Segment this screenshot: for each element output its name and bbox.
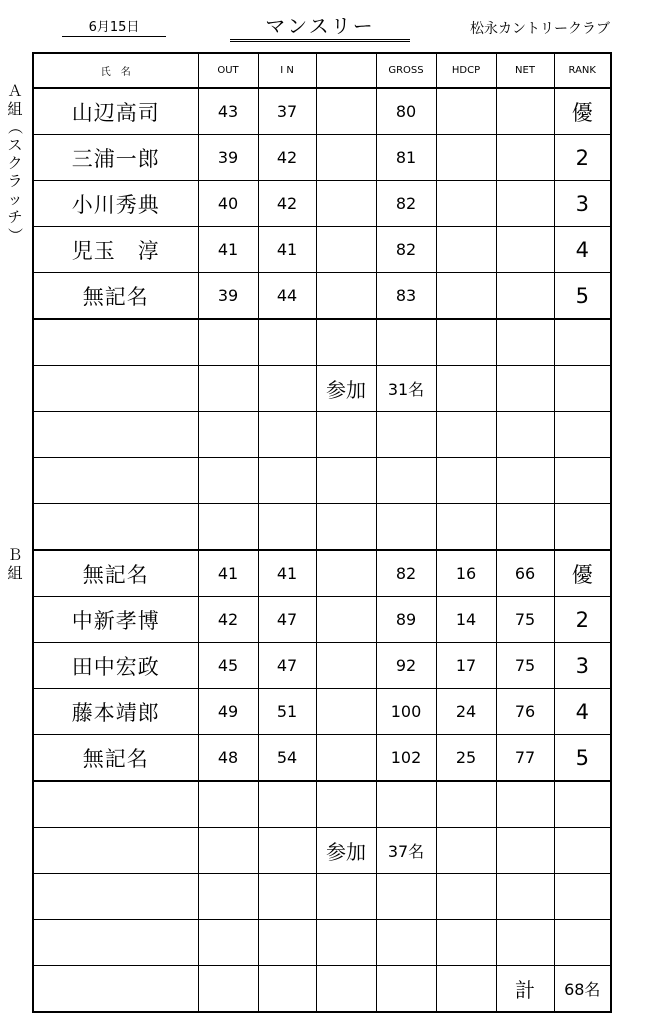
player-name: 中新孝博 [33, 597, 198, 643]
rank-value: 5 [554, 735, 611, 782]
table-row [33, 227, 611, 273]
in-score: 41 [258, 227, 316, 273]
out-score: 42 [198, 597, 258, 643]
hdcp-value: 16 [436, 550, 496, 597]
net-score [496, 181, 554, 227]
participation-row [33, 828, 611, 874]
gross-score: 83 [376, 273, 436, 320]
hdcp-value [436, 181, 496, 227]
empty-row [33, 319, 611, 366]
player-name: 無記名 [33, 735, 198, 782]
blank-cell [316, 135, 376, 181]
page-title: マンスリー [230, 10, 410, 42]
blank-cell [316, 597, 376, 643]
net-score: 66 [496, 550, 554, 597]
hdcp-value: 24 [436, 689, 496, 735]
in-score: 42 [258, 135, 316, 181]
net-score [496, 227, 554, 273]
in-score: 51 [258, 689, 316, 735]
total-count: 68名 [554, 966, 611, 1013]
net-score [496, 88, 554, 135]
in-score: 47 [258, 597, 316, 643]
empty-row [33, 412, 611, 458]
blank-cell [316, 273, 376, 320]
table-row [33, 550, 611, 597]
player-name: 山辺高司 [33, 88, 198, 135]
gross-score: 89 [376, 597, 436, 643]
blank-cell [316, 227, 376, 273]
out-score: 49 [198, 689, 258, 735]
empty-row [33, 781, 611, 828]
player-name: 無記名 [33, 273, 198, 320]
club-name: 松永カントリークラブ [470, 21, 610, 37]
blank-cell [316, 643, 376, 689]
rank-value: 4 [554, 227, 611, 273]
group-a-label: Ａ 組 （ ス ク ラ ッ チ ） [6, 82, 24, 243]
date-label: 6月15日 [62, 16, 166, 37]
col-rank-header: RANK [554, 53, 611, 88]
gross-score: 92 [376, 643, 436, 689]
empty-row [33, 920, 611, 966]
table-row [33, 735, 611, 782]
rank-value: 3 [554, 181, 611, 227]
participation-count: 37名 [376, 828, 436, 874]
in-score: 42 [258, 181, 316, 227]
blank-cell [316, 735, 376, 782]
out-score: 48 [198, 735, 258, 782]
net-score: 75 [496, 597, 554, 643]
out-score: 43 [198, 88, 258, 135]
in-score: 41 [258, 550, 316, 597]
player-name: 無記名 [33, 550, 198, 597]
rank-value: 5 [554, 273, 611, 320]
gross-score: 80 [376, 88, 436, 135]
participation-label: 参加 [316, 828, 376, 874]
header-row [33, 53, 611, 88]
col-out-header: OUT [198, 53, 258, 88]
player-name: 三浦一郎 [33, 135, 198, 181]
rank-value: 3 [554, 643, 611, 689]
table-row [33, 273, 611, 320]
rank-value: 優 [554, 88, 611, 135]
hdcp-value: 25 [436, 735, 496, 782]
in-score: 44 [258, 273, 316, 320]
col-net-header: NET [496, 53, 554, 88]
participation-row [33, 366, 611, 412]
table-row [33, 88, 611, 135]
col-hdcp-header: HDCP [436, 53, 496, 88]
out-score: 39 [198, 273, 258, 320]
empty-row [33, 504, 611, 551]
blank-cell [316, 550, 376, 597]
table-row [33, 135, 611, 181]
net-score: 77 [496, 735, 554, 782]
col-name-header: 氏 名 [33, 53, 198, 88]
out-score: 40 [198, 181, 258, 227]
hdcp-value [436, 273, 496, 320]
participation-label: 参加 [316, 366, 376, 412]
hdcp-value: 14 [436, 597, 496, 643]
blank-cell [316, 181, 376, 227]
group-b-label: Ｂ 組 [7, 546, 23, 582]
participation-count: 31名 [376, 366, 436, 412]
net-score [496, 273, 554, 320]
rank-value: 2 [554, 597, 611, 643]
blank-cell [316, 689, 376, 735]
out-score: 45 [198, 643, 258, 689]
results-table [32, 52, 612, 1013]
in-score: 54 [258, 735, 316, 782]
gross-score: 82 [376, 181, 436, 227]
hdcp-value [436, 227, 496, 273]
player-name: 児玉 淳 [33, 227, 198, 273]
gross-score: 81 [376, 135, 436, 181]
player-name: 藤本靖郎 [33, 689, 198, 735]
out-score: 39 [198, 135, 258, 181]
gross-score: 82 [376, 550, 436, 597]
hdcp-value [436, 135, 496, 181]
total-label: 計 [496, 966, 554, 1013]
table-row [33, 643, 611, 689]
rank-value: 2 [554, 135, 611, 181]
empty-row [33, 458, 611, 504]
table-row [33, 181, 611, 227]
out-score: 41 [198, 550, 258, 597]
table-row [33, 689, 611, 735]
out-score: 41 [198, 227, 258, 273]
in-score: 47 [258, 643, 316, 689]
blank-cell [316, 88, 376, 135]
player-name: 小川秀典 [33, 181, 198, 227]
rank-value: 4 [554, 689, 611, 735]
net-score [496, 135, 554, 181]
total-row [33, 966, 611, 1013]
net-score: 76 [496, 689, 554, 735]
gross-score: 82 [376, 227, 436, 273]
in-score: 37 [258, 88, 316, 135]
gross-score: 102 [376, 735, 436, 782]
col-gross-header: GROSS [376, 53, 436, 88]
gross-score: 100 [376, 689, 436, 735]
player-name: 田中宏政 [33, 643, 198, 689]
empty-row [33, 874, 611, 920]
col-blank-header [316, 53, 376, 88]
hdcp-value [436, 88, 496, 135]
hdcp-value: 17 [436, 643, 496, 689]
net-score: 75 [496, 643, 554, 689]
table-row [33, 597, 611, 643]
rank-value: 優 [554, 550, 611, 597]
col-in-header: I N [258, 53, 316, 88]
